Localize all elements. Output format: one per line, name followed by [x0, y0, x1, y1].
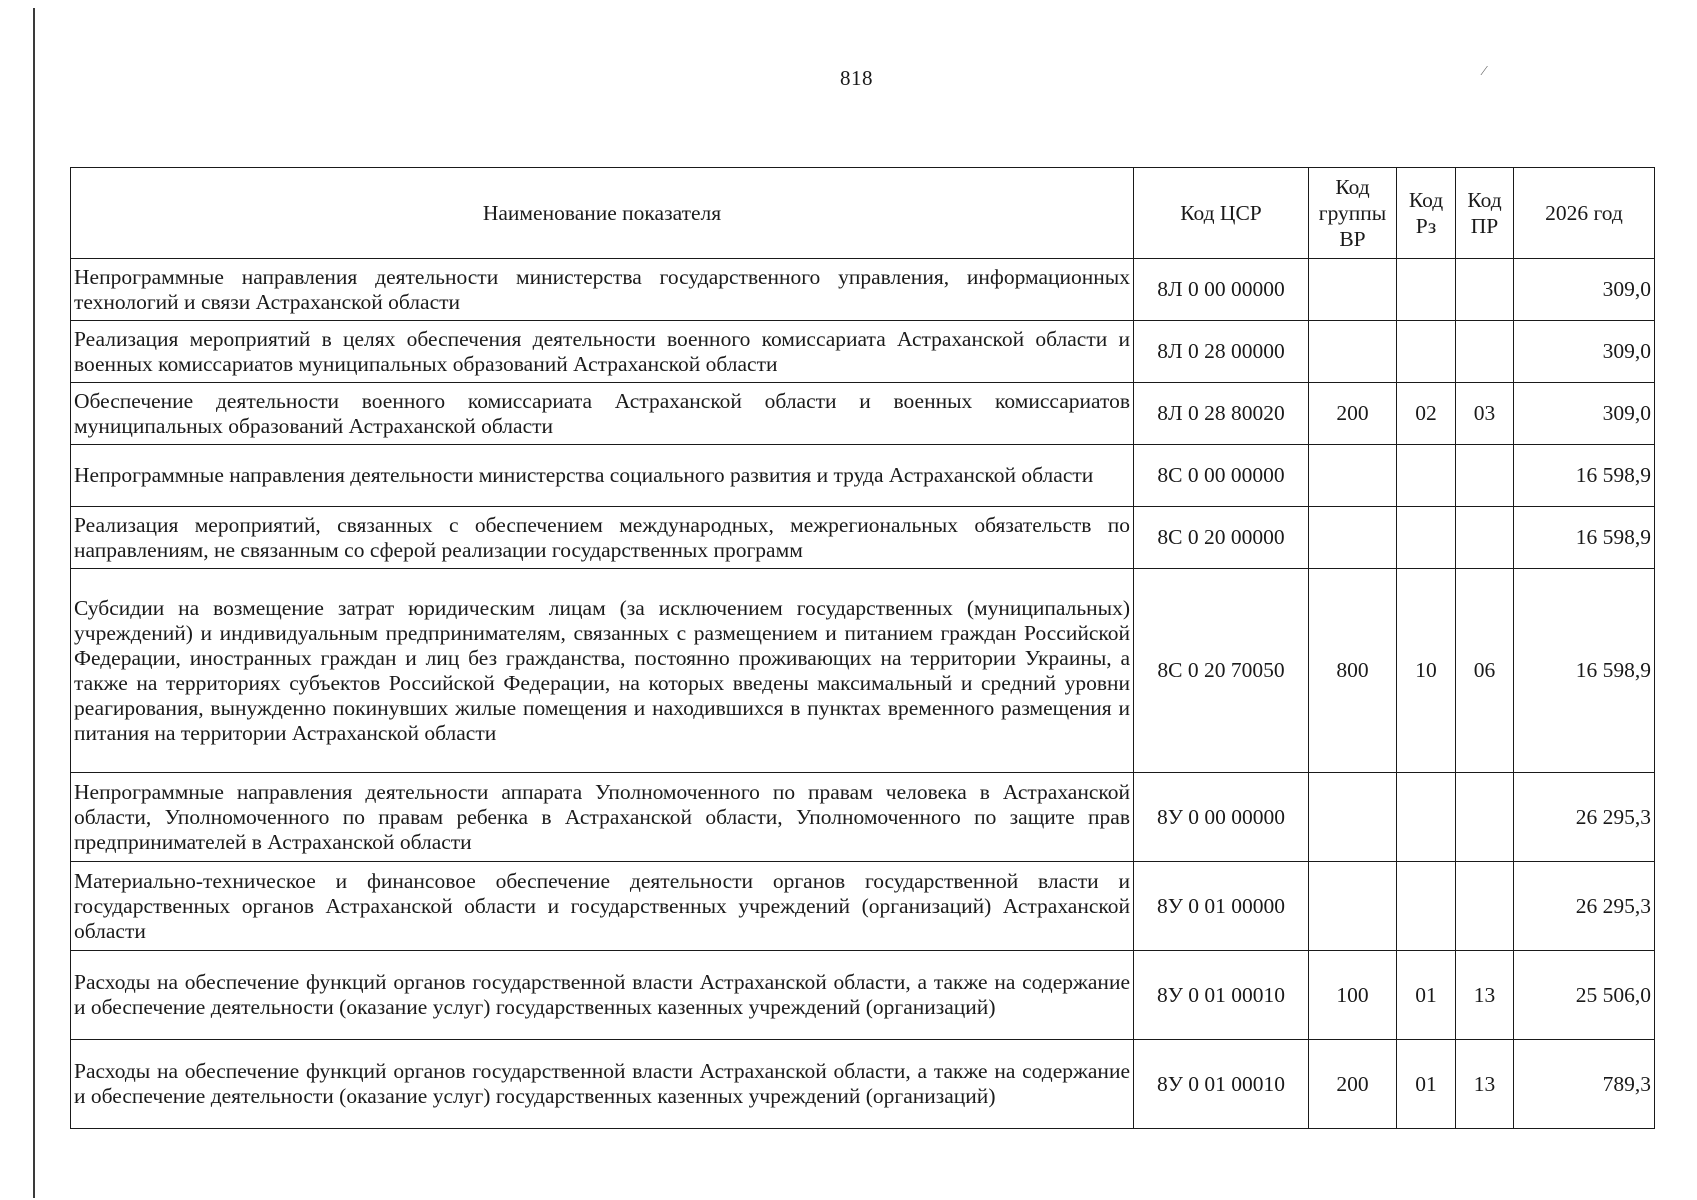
row-pr-code [1456, 773, 1514, 862]
row-csr-code: 8У 0 01 00010 [1134, 951, 1309, 1040]
row-rz-code [1397, 507, 1456, 569]
table-row [71, 1040, 1655, 1129]
row-rz-code [1397, 259, 1456, 321]
row-pr-code [1456, 259, 1514, 321]
table-row [71, 951, 1655, 1040]
row-amount: 16 598,9 [1514, 507, 1655, 569]
row-vr-code: 100 [1309, 951, 1397, 1040]
row-name: Обеспечение деятельности военного комиссариата Астраханской области и военных комиссариатов муниципальных образований Астраханской области [71, 383, 1134, 445]
row-vr-code [1309, 862, 1397, 951]
row-vr-code [1309, 259, 1397, 321]
row-rz-code [1397, 862, 1456, 951]
header-vr-code: Код группы ВР [1309, 168, 1397, 259]
row-vr-code [1309, 507, 1397, 569]
row-csr-code: 8С 0 20 70050 [1134, 569, 1309, 773]
scan-speck: ⁄ [1483, 64, 1486, 79]
row-pr-code [1456, 445, 1514, 507]
row-vr-code [1309, 773, 1397, 862]
table-row [71, 321, 1655, 383]
row-amount: 16 598,9 [1514, 445, 1655, 507]
row-name: Реализация мероприятий, связанных с обеспечением международных, межрегиональных обязательств по направлениям, не связанным со сферой реализации государственных программ [71, 507, 1134, 569]
row-pr-code [1456, 862, 1514, 951]
row-csr-code: 8Л 0 28 80020 [1134, 383, 1309, 445]
table-row [71, 383, 1655, 445]
row-rz-code: 10 [1397, 569, 1456, 773]
row-vr-code: 200 [1309, 1040, 1397, 1129]
row-name: Непрограммные направления деятельности министерства государственного управления, информационных технологий и связи Астраханской области [71, 259, 1134, 321]
header-year: 2026 год [1514, 168, 1655, 259]
row-name: Реализация мероприятий в целях обеспечения деятельности военного комиссариата Астраханской области и военных комиссариатов муниципальных образований Астраханской области [71, 321, 1134, 383]
row-pr-code: 13 [1456, 951, 1514, 1040]
row-pr-code [1456, 321, 1514, 383]
row-rz-code [1397, 773, 1456, 862]
row-name: Расходы на обеспечение функций органов государственной власти Астраханской области, а также на содержание и обеспечение деятельности (оказание услуг) государственных казенных учреждений (организаций) [71, 1040, 1134, 1129]
row-amount: 26 295,3 [1514, 862, 1655, 951]
row-vr-code [1309, 321, 1397, 383]
row-csr-code: 8У 0 01 00010 [1134, 1040, 1309, 1129]
row-pr-code: 13 [1456, 1040, 1514, 1129]
row-csr-code: 8У 0 01 00000 [1134, 862, 1309, 951]
row-amount: 25 506,0 [1514, 951, 1655, 1040]
row-vr-code: 200 [1309, 383, 1397, 445]
row-rz-code: 01 [1397, 951, 1456, 1040]
row-pr-code [1456, 507, 1514, 569]
row-name: Непрограммные направления деятельности министерства социального развития и труда Астраханской области [71, 445, 1134, 507]
header-rz-code: Код Рз [1397, 168, 1456, 259]
table-row [71, 773, 1655, 862]
row-vr-code [1309, 445, 1397, 507]
row-pr-code: 06 [1456, 569, 1514, 773]
row-amount: 309,0 [1514, 321, 1655, 383]
binding-margin-line [33, 8, 35, 1198]
row-csr-code: 8С 0 20 00000 [1134, 507, 1309, 569]
row-name: Непрограммные направления деятельности аппарата Уполномоченного по правам человека в Астраханской области, Уполномоченного по правам ребенка в Астраханской области, Уполномоченного по защите прав предпринимателей в Астраханской области [71, 773, 1134, 862]
header-csr-code: Код ЦСР [1134, 168, 1309, 259]
header-name: Наименование показателя [71, 168, 1134, 259]
row-amount: 16 598,9 [1514, 569, 1655, 773]
table-row [71, 862, 1655, 951]
row-vr-code: 800 [1309, 569, 1397, 773]
row-csr-code: 8Л 0 28 00000 [1134, 321, 1309, 383]
table-row [71, 569, 1655, 773]
header-row [71, 168, 1655, 259]
row-csr-code: 8С 0 00 00000 [1134, 445, 1309, 507]
row-rz-code [1397, 321, 1456, 383]
row-rz-code [1397, 445, 1456, 507]
row-csr-code: 8У 0 00 00000 [1134, 773, 1309, 862]
row-rz-code: 01 [1397, 1040, 1456, 1129]
row-amount: 309,0 [1514, 259, 1655, 321]
row-amount: 789,3 [1514, 1040, 1655, 1129]
row-amount: 26 295,3 [1514, 773, 1655, 862]
row-name: Субсидии на возмещение затрат юридическим лицам (за исключением государственных (муниципальных) учреждений) и индивидуальным предпринимателям, связанных с размещением и питанием граждан Российской Федерации, иностранных граждан и лиц без гражданства, постоянно проживающих на территории Украины, а также на территориях субъектов Российской Федерации, на которых введены максимальный и средний уровни реагирования, вынужденно покинувших жилые помещения и находившихся в пунктах временного размещения и питания на территории Астраханской области [71, 569, 1134, 773]
row-rz-code: 02 [1397, 383, 1456, 445]
row-name: Материально-техническое и финансовое обеспечение деятельности органов государственной власти и государственных органов Астраханской области и государственных учреждений (организаций) Астраханской области [71, 862, 1134, 951]
row-name: Расходы на обеспечение функций органов государственной власти Астраханской области, а также на содержание и обеспечение деятельности (оказание услуг) государственных казенных учреждений (организаций) [71, 951, 1134, 1040]
table-row [71, 507, 1655, 569]
row-csr-code: 8Л 0 00 00000 [1134, 259, 1309, 321]
row-pr-code: 03 [1456, 383, 1514, 445]
row-amount: 309,0 [1514, 383, 1655, 445]
table-row [71, 259, 1655, 321]
page-number: 818 [840, 66, 873, 90]
header-pr-code: Код ПР [1456, 168, 1514, 259]
table-row [71, 445, 1655, 507]
budget-table [70, 167, 1655, 1129]
